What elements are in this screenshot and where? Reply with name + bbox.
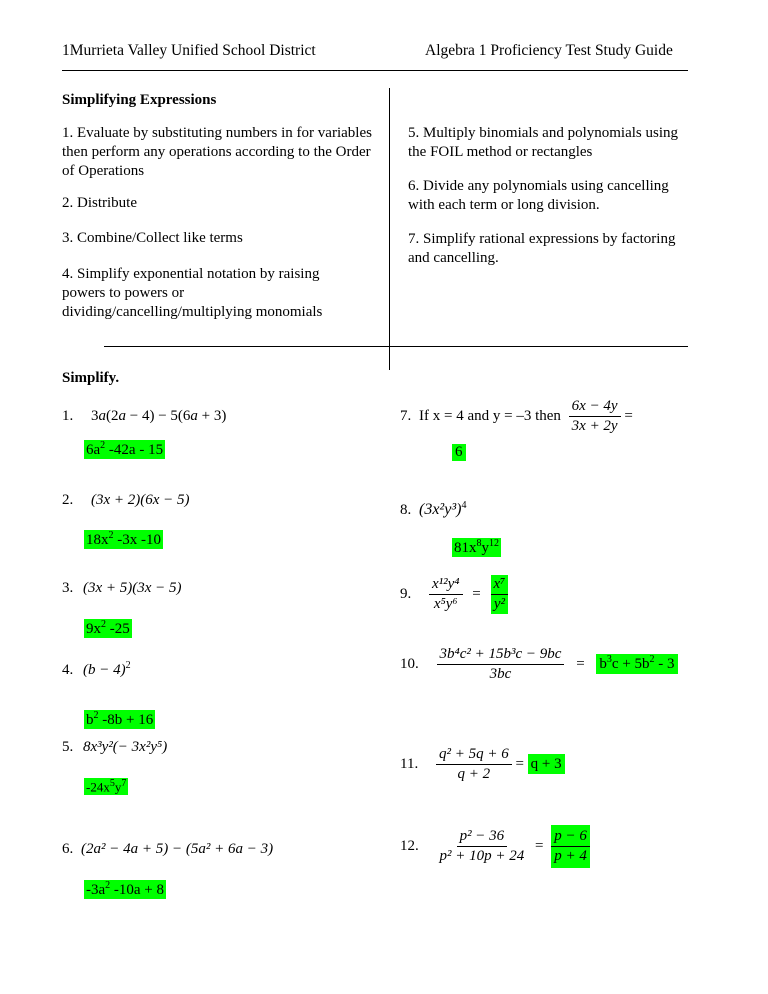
rule-7: 7. Simplify rational expressions by factoring and cancelling. bbox=[408, 231, 676, 266]
problem-12: 12. $\frac{\text{p² − 36}}{\text{p² + 10p + 24}}$ = $\frac{p - 6}{p + 4}$ bbox=[400, 825, 590, 868]
problem-2: 2. (3x + 2)(6x − 5) bbox=[62, 492, 190, 508]
answer-10: $b^3c + 5b^2 - 3$ bbox=[596, 654, 677, 674]
header-right: Algebra 1 Proficiency Test Study Guide bbox=[425, 42, 673, 59]
answer-8: $81x^8y^{12}$ bbox=[454, 538, 499, 556]
problem-5: 5. 8x³y²(− 3x²y⁵) bbox=[62, 739, 168, 755]
answer-7: 6 bbox=[452, 444, 466, 461]
answer-3: $9x^2$ -25 bbox=[86, 619, 130, 637]
header-rule bbox=[62, 70, 688, 71]
problem-7: 7. If x = 4 and y = –3 then $\frac{6x - 4y}{3x + 2y}$ = bbox=[400, 398, 633, 434]
column-divider bbox=[389, 88, 390, 370]
section-title: Simplifying Expressions bbox=[62, 92, 217, 108]
problem-1: 1. 3a(2a − 4) − 5(6a + 3) bbox=[62, 408, 227, 424]
rules-rule bbox=[104, 346, 688, 347]
answer-2: $18x^2$ -3x -10 bbox=[86, 530, 161, 548]
answer-1: $6a^2$ -42a - 15 bbox=[86, 440, 164, 458]
header-left: 1Murrieta Valley Unified School District bbox=[62, 42, 316, 59]
rule-3: 3. Combine/Collect like terms bbox=[62, 230, 243, 246]
problem-3: 3. (3x + 5)(3x − 5) bbox=[62, 580, 182, 596]
rule-4: 4. Simplify exponential notation by raising powers to powers or dividing/cancelling/multiplying monomials bbox=[62, 266, 323, 320]
answer-6: $-3a^2$ -10a + 8 bbox=[86, 880, 165, 898]
problem-4: 4. $(b - 4)^2$ bbox=[62, 660, 131, 678]
problem-6: 6. (2a² − 4a + 5) − (5a² + 6a − 3) bbox=[62, 841, 274, 857]
problem-11: 11. $\frac{\text{q² + 5q + 6}}{q + 2}$ = q + 3 bbox=[400, 745, 565, 784]
rule-1: 1. Evaluate by substituting numbers in for variables then perform any operations according to the Order of Operations bbox=[62, 125, 372, 179]
answer-12: $\frac{p - 6}{p + 4}$ bbox=[551, 825, 590, 868]
simplify-title: Simplify. bbox=[62, 370, 120, 386]
answer-11: q + 3 bbox=[528, 754, 565, 774]
rule-2: 2. Distribute bbox=[62, 195, 137, 211]
problem-9: 9. $\frac{\text{x¹²y⁴}}{\text{x⁵y⁶}}$ = $\frac{\text{x⁷}}{\text{y²}}$ bbox=[400, 575, 508, 614]
problem-10: 10. $\frac{\text{3b⁴c² + 15b³c − 9bc}}{3bc}$ = $b^3c + 5b^2 - 3$ bbox=[400, 645, 678, 684]
problem-8: 8. $(3x^2y^3)^4$ bbox=[400, 500, 467, 518]
answer-4: $b^2$ -8b + 16 bbox=[86, 710, 154, 728]
rule-6: 6. Divide any polynomials using cancelling with each term or long division. bbox=[408, 178, 669, 213]
rule-5: 5. Multiply binomials and polynomials using the FOIL method or rectangles bbox=[408, 125, 678, 160]
answer-5: $-24x^5y^7$ bbox=[86, 778, 127, 795]
